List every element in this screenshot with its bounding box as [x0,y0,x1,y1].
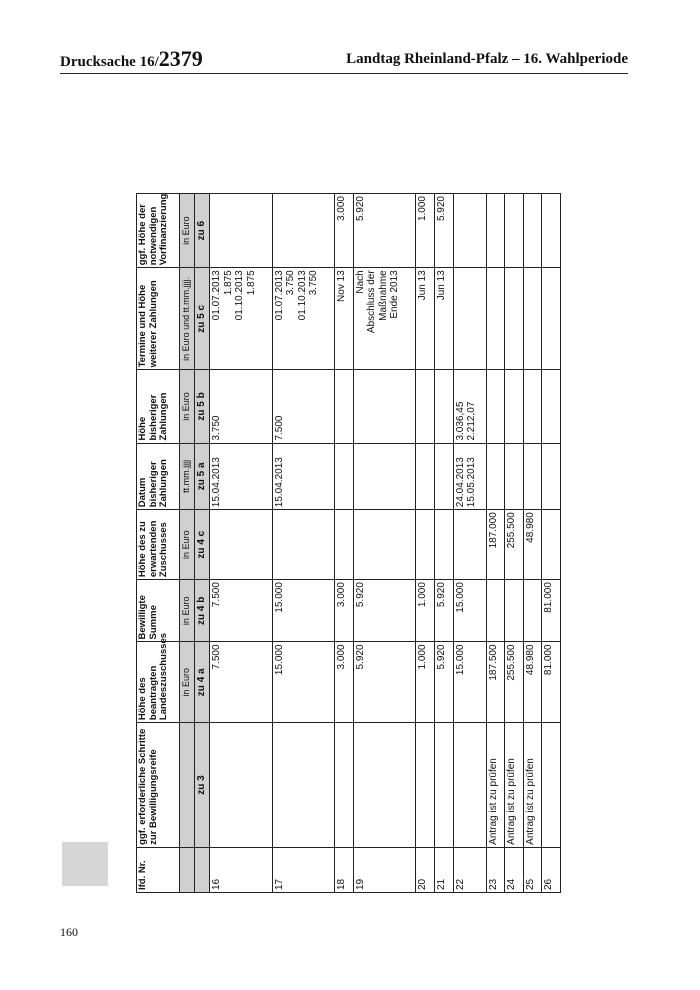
table-row [453,194,486,893]
cell-schritte: Antrag ist zu prüfen [523,723,542,848]
cell-beantragt: 15.000 [272,642,335,723]
cell-vorfin [505,194,524,268]
cell-termine: Nach Abschluss der Maßnahme Ende 2013 [353,268,416,370]
cell-termine: Jun 13 [434,268,453,370]
document-number-value: 2379 [158,46,203,71]
unit-cell: tt.mm.jjjj [180,443,195,510]
cell-hoehe [505,370,524,443]
reference-cell: zu 5 b [195,370,210,443]
cell-vorfin [523,194,542,268]
column-header: Höhe des zu erwartenden Zuschusses [137,510,180,580]
cell-vorfin: 5.920 [434,194,453,268]
cell-beantragt: 5.920 [434,642,453,723]
table-body [210,194,561,893]
cell-erwartet [453,510,486,580]
cell-beantragt: 1.000 [416,642,435,723]
column-header: ggf. Höhe der notwendigen Vorfinanzierung [137,194,180,268]
cell-erwartet [353,510,416,580]
cell-termine [523,268,542,370]
cell-termine [453,268,486,370]
cell-datum: 15.04.2013 [272,443,335,510]
cell-datum: 24.04.2013 15.05.2013 [453,443,486,510]
reference-cell: zu 6 [195,194,210,268]
cell-nr: 20 [416,847,435,892]
cell-bewilligt: 3.000 [335,580,354,642]
cell-beantragt: 81.000 [542,642,561,723]
cell-bewilligt: 5.920 [434,580,453,642]
cell-datum: 15.04.2013 [210,443,273,510]
cell-erwartet: 255.500 [505,510,524,580]
table-row [486,194,505,893]
table-row [353,194,416,893]
cell-vorfin [210,194,273,268]
column-header: Höhe des beantragten Landeszuschusses [137,642,180,723]
column-header: Datum bisheriger Zahlungen [137,443,180,510]
reference-cell [195,847,210,892]
cell-beantragt: 48.980 [523,642,542,723]
table-row [505,194,524,893]
page-number: 160 [60,925,78,939]
cell-schritte: Antrag ist zu prüfen [505,723,524,848]
cell-schritte [434,723,453,848]
cell-bewilligt: 1.000 [416,580,435,642]
cell-nr: 23 [486,847,505,892]
cell-vorfin [272,194,335,268]
cell-bewilligt [505,580,524,642]
cell-hoehe [335,370,354,443]
cell-termine: 01.07.2013 3.750 01.10.2013 3.750 [272,268,335,370]
cell-beantragt: 7.500 [210,642,273,723]
unit-cell: in Euro [180,510,195,580]
reference-cell: zu 5 c [195,268,210,370]
cell-vorfin: 5.920 [353,194,416,268]
cell-erwartet [335,510,354,580]
cell-bewilligt: 15.000 [272,580,335,642]
cell-schritte [416,723,435,848]
cell-datum [416,443,435,510]
unit-cell [180,847,195,892]
cell-nr: 16 [210,847,273,892]
cell-datum [434,443,453,510]
unit-cell [180,723,195,848]
cell-termine [486,268,505,370]
cell-schritte [210,723,273,848]
unit-cell: in Euro [180,580,195,642]
table-unit-row [180,194,195,893]
cell-termine [542,268,561,370]
payments-table [136,193,561,893]
column-header: Bewilligte Summe [137,580,180,642]
cell-schritte [542,723,561,848]
cell-termine [505,268,524,370]
cell-erwartet [434,510,453,580]
cell-bewilligt: 5.920 [353,580,416,642]
cell-erwartet [272,510,335,580]
gray-margin-box [62,842,108,886]
table-row [210,194,273,893]
unit-cell: in Euro [180,642,195,723]
rotated-table-container [136,193,561,893]
cell-beantragt: 15.000 [453,642,486,723]
cell-hoehe [542,370,561,443]
cell-vorfin: 3.000 [335,194,354,268]
unit-cell: in Euro und tt.mm.jjjj. [180,268,195,370]
reference-cell: zu 4 a [195,642,210,723]
table-header-row [137,194,180,893]
cell-vorfin: 1.000 [416,194,435,268]
column-header: Höhe bisheriger Zahlungen [137,370,180,443]
cell-hoehe: 3.036,45 2.212,07 [453,370,486,443]
cell-beantragt: 187.500 [486,642,505,723]
cell-hoehe [353,370,416,443]
cell-beantragt: 5.920 [353,642,416,723]
reference-cell: zu 5 a [195,443,210,510]
cell-schritte [453,723,486,848]
table-row [542,194,561,893]
cell-bewilligt: 81.000 [542,580,561,642]
table-row [523,194,542,893]
cell-datum [542,443,561,510]
cell-nr: 17 [272,847,335,892]
cell-datum [335,443,354,510]
cell-nr: 26 [542,847,561,892]
cell-schritte [353,723,416,848]
cell-vorfin [542,194,561,268]
table-row [416,194,435,893]
cell-nr: 25 [523,847,542,892]
cell-nr: 18 [335,847,354,892]
cell-beantragt: 3.000 [335,642,354,723]
cell-erwartet [542,510,561,580]
cell-schritte [335,723,354,848]
header-divider [60,73,628,74]
cell-termine: Jun 13 [416,268,435,370]
unit-cell: in Euro [180,194,195,268]
document-prefix: Drucksache 16/ [60,54,159,70]
column-header: lfd. Nr. [137,847,180,892]
cell-hoehe [523,370,542,443]
cell-hoehe [434,370,453,443]
document-number [60,46,203,72]
cell-datum [505,443,524,510]
unit-cell: in Euro [180,370,195,443]
cell-bewilligt: 7.500 [210,580,273,642]
cell-schritte [272,723,335,848]
reference-cell: zu 3 [195,723,210,848]
cell-vorfin [453,194,486,268]
table-row [335,194,354,893]
table-row [272,194,335,893]
cell-beantragt: 255.500 [505,642,524,723]
cell-vorfin [486,194,505,268]
reference-cell: zu 4 b [195,580,210,642]
table-reference-row [195,194,210,893]
cell-nr: 21 [434,847,453,892]
cell-nr: 24 [505,847,524,892]
cell-erwartet [210,510,273,580]
cell-hoehe: 3.750 [210,370,273,443]
cell-termine: Nov 13 [335,268,354,370]
cell-nr: 22 [453,847,486,892]
cell-datum [353,443,416,510]
cell-termine: 01.07.2013 1.875 01.10.2013 1.875 [210,268,273,370]
column-header: Termine und Höhe weiterer Zahlungen [137,268,180,370]
cell-schritte: Antrag ist zu prüfen [486,723,505,848]
cell-erwartet [416,510,435,580]
cell-datum [523,443,542,510]
cell-hoehe [416,370,435,443]
cell-bewilligt [523,580,542,642]
parliament-title: Landtag Rheinland-Pfalz – 16. Wahlperiode [346,51,628,67]
cell-hoehe [486,370,505,443]
column-header: ggf. erforderliche Schritte zur Bewilligungsreife [137,723,180,848]
cell-bewilligt [486,580,505,642]
cell-datum [486,443,505,510]
cell-erwartet: 187.000 [486,510,505,580]
reference-cell: zu 4 c [195,510,210,580]
cell-hoehe: 7.500 [272,370,335,443]
cell-bewilligt: 15.000 [453,580,486,642]
cell-nr: 19 [353,847,416,892]
table-row [434,194,453,893]
cell-erwartet: 48.980 [523,510,542,580]
